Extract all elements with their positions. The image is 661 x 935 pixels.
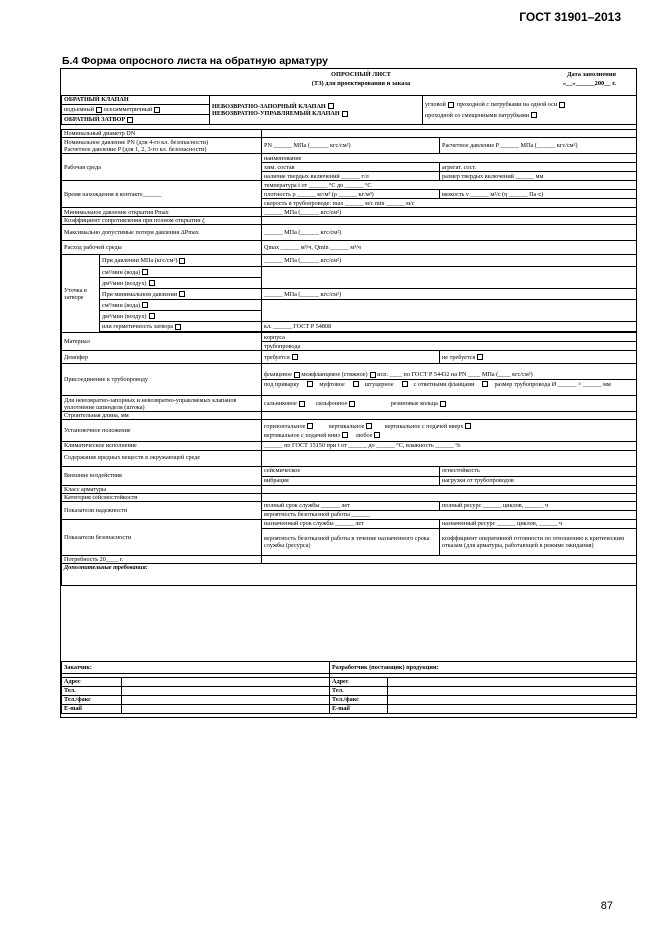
counter-flange-label: с ответными фланцами — [413, 381, 475, 389]
bellows-label: сильфонное — [315, 400, 348, 408]
additional-requirements[interactable] — [62, 563, 637, 585]
leak-tight-cell — [100, 322, 262, 332]
flow-value[interactable]: Qmax ______ м³/ч, Qmin ______ м³/ч — [262, 241, 637, 255]
straight-one-axis-label: проходной с патрубками на одной оси — [456, 101, 558, 109]
density[interactable]: плотность ρ ______ кг/м³ (ρ ______ кг/м³) — [262, 190, 440, 199]
customer-email[interactable] — [122, 705, 330, 714]
leak-pressure-value[interactable]: ______ МПа (______ кгс/см²) — [262, 255, 637, 267]
harmful-label: Содержание вредных веществ в окружающей среде — [62, 450, 262, 466]
aggregate-state[interactable]: агрегат. сост. — [440, 163, 637, 172]
gland-checkbox[interactable] — [299, 401, 305, 407]
developer-email-label: E-mail — [330, 705, 388, 714]
sheet-title: ОПРОСНЫЙ ЛИСТ — [331, 71, 391, 78]
full-resource[interactable]: полный ресурс ______ циклов, ______ ч — [440, 501, 637, 510]
climate-label: Климатическое исполнение — [62, 442, 262, 450]
parameters-table — [61, 129, 637, 586]
max-loss-label: Максимально допустимые потери давления ΔPmax — [62, 225, 262, 241]
eccentric-checkbox[interactable] — [154, 107, 160, 113]
any-label: любое — [355, 431, 373, 439]
nonreturn-shutoff-checkbox[interactable] — [328, 103, 334, 109]
leak-min-extra[interactable] — [262, 300, 637, 322]
damper-required — [262, 351, 440, 364]
coupling-checkbox[interactable] — [353, 381, 359, 387]
customer-email-label: E-mail — [62, 705, 122, 714]
leak-min-value[interactable]: ______ МПа (______ кгс/см²) — [262, 289, 637, 300]
angle-label: угловой — [425, 101, 446, 109]
leak-water-cell — [100, 267, 262, 278]
damper-label: Демпфер — [62, 351, 262, 364]
leak-water-label: см³/мин (вода) — [102, 268, 141, 276]
horizontal-label: горизонтальное — [264, 422, 306, 430]
connection-options — [262, 364, 637, 396]
straight-one-axis-checkbox[interactable] — [559, 102, 565, 108]
leak-pressure-checkbox[interactable] — [179, 258, 185, 264]
lift-checkbox[interactable] — [96, 107, 102, 113]
solids-content[interactable]: наличие твердых включений ______ г/л — [262, 172, 440, 181]
install-label: Установочное положение — [62, 420, 262, 442]
horizontal-checkbox[interactable] — [307, 423, 313, 429]
leak-water-checkbox[interactable] — [142, 269, 148, 275]
nipple-checkbox[interactable] — [402, 381, 408, 387]
readiness-coefficient[interactable]: коэффициент оперативной готовности по отношению к критическим отказам (для арматуры, работающей в режиме ожидания) — [440, 528, 637, 555]
seal-options — [262, 396, 637, 412]
developer-address-label: Адрес — [330, 678, 388, 687]
flange-checkbox[interactable] — [294, 372, 300, 378]
nonreturn-control-checkbox[interactable] — [342, 111, 348, 117]
seismic[interactable]: сейсмическое — [262, 466, 440, 476]
developer-fax[interactable] — [388, 696, 637, 705]
contact-time-label: Время нахождения в контакте______ — [62, 181, 262, 208]
contacts-table — [61, 661, 637, 714]
pipe-size[interactable]: размер трубопровода Ø ______ × ______ мм — [494, 381, 611, 389]
leak-min-cell — [100, 289, 262, 300]
pn-value[interactable]: PN ______ МПа (______ кгс/см²) — [262, 138, 440, 154]
check-valve-label: ОБРАТНЫЙ КЛАПАН — [62, 96, 210, 105]
gland-label: сальниковое — [264, 400, 297, 408]
weld-label: под приварку — [264, 381, 300, 389]
length-label: Строительная длина, мм — [62, 412, 262, 420]
check-gate-cell — [62, 115, 210, 125]
material-body[interactable]: корпуса — [262, 333, 637, 342]
page-number: 87 — [600, 900, 613, 912]
valve-class-value[interactable] — [262, 485, 637, 493]
type-table — [61, 95, 637, 125]
medium-name[interactable]: наименование — [262, 154, 637, 163]
leak-tight-label: или герметичность затвора — [102, 323, 174, 331]
leak-tight-checkbox[interactable] — [175, 324, 181, 330]
climate-value[interactable]: ______ по ГОСТ 15150 при t от ______ до ______ °С, влажность ______ % — [262, 442, 637, 450]
damper-required-label: требуется — [264, 353, 290, 361]
reliability-label: Показатели надежности — [62, 501, 262, 519]
assigned-probability[interactable]: вероятность безотказной работы в течение назначенного срока службы (ресурса) — [262, 528, 440, 555]
leak-water3-checkbox[interactable] — [142, 302, 148, 308]
leak-water3-label: см³/мин (вода) — [102, 301, 141, 309]
leak-water3-cell — [100, 300, 262, 311]
leak-label: Утечка в затворе — [62, 255, 100, 333]
vertical-checkbox[interactable] — [366, 423, 372, 429]
customer-fax[interactable] — [122, 696, 330, 705]
wafer-label: межфланцевое (стяжное) — [301, 371, 368, 379]
leak-air-label: дм³/мин (воздух) — [102, 279, 147, 287]
leak-pressure-extra[interactable] — [262, 267, 637, 289]
developer-label: Разработчик (поставщик) продукции: — [330, 662, 637, 674]
full-life[interactable]: полный срок службы ______ лет — [262, 501, 440, 510]
angle-checkbox[interactable] — [448, 102, 454, 108]
resistance-label: Коэффициент сопротивления при полном открытии ζ — [62, 217, 262, 225]
lift-label: подъемный — [64, 105, 95, 113]
leak-pressure-cell — [100, 255, 262, 267]
assigned-resource[interactable]: назначенный ресурс ______ циклов, ______ ч — [440, 519, 637, 528]
wafer-checkbox[interactable] — [370, 372, 376, 378]
developer-phone[interactable] — [388, 687, 637, 696]
pcalc-label: Расчетное давление P (для 1, 2, 3-го кл. безопасности) — [64, 145, 207, 153]
pcalc-value[interactable]: Расчетное давление P ______ МПа (______ кгс/см²) — [440, 138, 637, 154]
check-gate-checkbox[interactable] — [127, 117, 133, 123]
pipe-speed[interactable]: скорость в трубопроводе: max ______ м/с min ______ м/с — [262, 199, 637, 208]
leak-air3-label: дм³/мин (воздух) — [102, 312, 147, 320]
connection-label: Присоединение к трубопроводу — [62, 364, 262, 396]
developer-address[interactable] — [388, 678, 637, 687]
dn-label: Номинальный диаметр DN — [62, 130, 262, 138]
failure-free-probability[interactable]: вероятность безотказной работы ______ — [262, 510, 637, 519]
max-loss-value[interactable]: ______ МПа (______ кгс/см²) — [262, 225, 637, 241]
temperature[interactable]: температура t от ______ °С до ______ °С — [262, 181, 637, 190]
developer-phone-label: Тел. — [330, 687, 388, 696]
valve-class-label: Класс арматуры — [62, 485, 262, 493]
rubber-label: резиновые кольца — [390, 400, 438, 408]
form-header — [61, 69, 636, 96]
solids-size[interactable]: размер твердых включений ______ мм — [440, 172, 637, 181]
check-gate-label: ОБРАТНЫЙ ЗАТВОР — [64, 115, 126, 123]
additional-label: Дополнительные требования: — [64, 563, 148, 571]
customer-address[interactable] — [122, 678, 330, 687]
gost-number: ГОСТ 31901–2013 — [519, 10, 621, 24]
seal-label: Для невозвратно-запорных и невозвратно-управляемых клапанов уплотнение шпинделя (штока) — [62, 396, 262, 412]
chem-composition[interactable]: хим. состав — [262, 163, 440, 172]
weld-checkbox[interactable] — [307, 381, 313, 387]
install-options — [262, 420, 637, 442]
demand-value[interactable] — [262, 555, 637, 563]
vertical-label: вертикальное — [328, 422, 365, 430]
rubber-checkbox[interactable] — [440, 401, 446, 407]
seismic-category-value[interactable] — [262, 493, 637, 501]
leak-min-checkbox[interactable] — [179, 291, 185, 297]
leak-air-checkbox[interactable] — [149, 280, 155, 286]
vertical-up-label: вертикальное с подачей вверх — [384, 422, 464, 430]
min-open-label: Минимальное давление открытия Pmax — [62, 208, 262, 217]
customer-phone[interactable] — [122, 687, 330, 696]
sheet-subtitle: (ТЗ) для проектирования и заказа — [311, 80, 411, 87]
material-pipe[interactable]: трубопровода — [262, 342, 637, 351]
leak-air3-checkbox[interactable] — [149, 313, 155, 319]
shape-cell — [423, 96, 637, 125]
leak-class[interactable]: кл. ______ ГОСТ Р 54808 — [262, 322, 637, 332]
resistance-value[interactable] — [262, 217, 637, 225]
coupling-label: муфтовое — [319, 381, 345, 389]
pressure-labels — [62, 138, 262, 154]
dn-value[interactable] — [262, 130, 637, 138]
flow-label: Расход рабочей среды — [62, 241, 262, 255]
medium-label: Рабочая среда — [62, 154, 262, 181]
damper-not-required-label: не требуется — [442, 353, 476, 361]
demand-label: Потребность 20____ г. — [62, 555, 262, 563]
leak-min-label: При минимальном давлении — [102, 290, 178, 298]
leak-pressure-label: При давлении МПа (кгс/см²) — [102, 257, 178, 265]
customer-phone-label: Тел. — [62, 687, 122, 696]
customer-label: Заказчик: — [62, 662, 330, 674]
nipple-label: штуцерное — [364, 381, 394, 389]
leak-air-cell — [100, 278, 262, 289]
damper-not-required-checkbox[interactable] — [477, 354, 483, 360]
assigned-life[interactable]: назначенный срок службы ______ лет — [262, 519, 440, 528]
vertical-down-label: вертикальное с подачей вниз — [264, 431, 340, 439]
date-value: «__»______200__ г. — [562, 80, 616, 87]
date-label: Дата заполнения — [567, 71, 616, 78]
eccentric-label: осесимметричный — [103, 105, 153, 113]
vertical-down-checkbox[interactable] — [342, 432, 348, 438]
length-value[interactable] — [262, 412, 637, 420]
vertical-up-checkbox[interactable] — [465, 423, 471, 429]
developer-fax-label: Тел./факс — [330, 696, 388, 705]
lift-cell — [62, 105, 210, 115]
material-label: Материал — [62, 333, 262, 351]
flange-label: фланцевое — [264, 371, 292, 379]
straight-offset-checkbox[interactable] — [531, 112, 537, 118]
straight-offset-label: проходной со смещенными патрубками — [425, 111, 530, 119]
customer-fax-label: Тел./факс — [62, 696, 122, 705]
any-checkbox[interactable] — [374, 432, 380, 438]
customer-address-label: Адрес — [62, 678, 122, 687]
nonreturn-shutoff-label: НЕВОЗВРАТНО-ЗАПОРНЫЙ КЛАПАН — [212, 102, 326, 110]
nonreturn-cell — [210, 96, 423, 125]
min-open-value[interactable]: ______ МПа (______ кгс/см²) — [262, 208, 637, 217]
pipe-loads[interactable]: нагрузки от трубопроводов — [440, 476, 637, 485]
developer-email[interactable] — [388, 705, 637, 714]
section-title: Б.4 Форма опросного листа на обратную арматуру — [62, 55, 328, 67]
harmful-value[interactable] — [262, 450, 637, 466]
counter-flange-checkbox[interactable] — [482, 381, 488, 387]
vibration[interactable]: вибрация — [262, 476, 440, 485]
external-label: Внешние воздействия — [62, 466, 262, 485]
pn-label: Номинальное давление PN (для 4-го кл. безопасности) — [64, 138, 209, 146]
fire-resistance[interactable]: огнестойкость — [440, 466, 637, 476]
execution-value[interactable]: исп. ____ по ГОСТ Р 54432 на PN ____ МПа (____ кгс/см²) — [377, 371, 533, 379]
bellows-checkbox[interactable] — [349, 401, 355, 407]
questionnaire-form — [60, 68, 637, 718]
safety-label: Показатели безопасности — [62, 519, 262, 555]
damper-required-checkbox[interactable] — [292, 354, 298, 360]
leak-air3-cell — [100, 311, 262, 322]
seismic-category-label: Категория сейсмостойкости — [62, 493, 262, 501]
damper-not-required — [440, 351, 637, 364]
nonreturn-control-label: НЕВОЗВРАТНО-УПРАВЛЯЕМЫЙ КЛАПАН — [212, 110, 340, 117]
viscosity[interactable]: вязкость ν ______ м²/с (η ______ Па·с) — [440, 190, 637, 199]
